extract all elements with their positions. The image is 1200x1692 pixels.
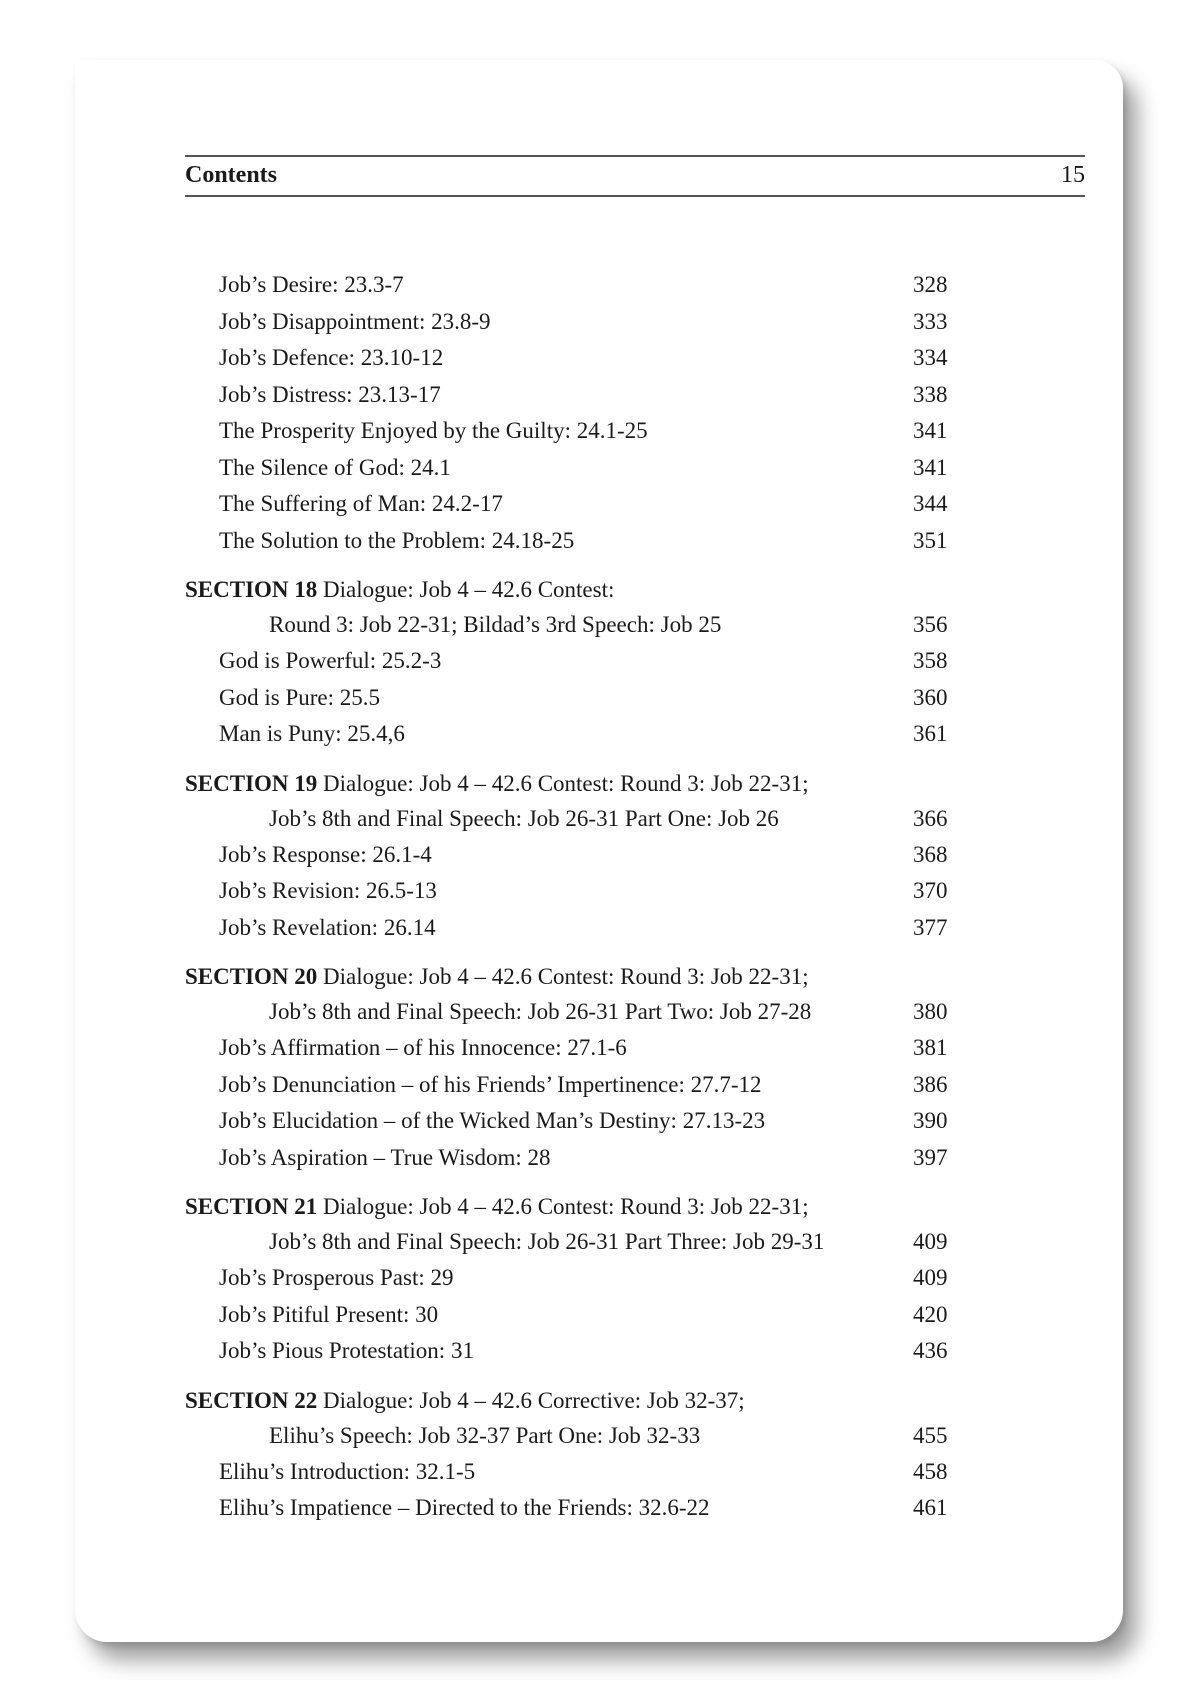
toc-entry-page: 341 [913,418,948,443]
section-heading-text: Dialogue: Job 4 – 42.6 Contest: Round 3: Job 22-31; [317,964,809,989]
section-heading-continued [185,801,1085,837]
section-page: 356 [913,612,948,637]
section-page: 366 [913,805,948,831]
section-heading-continued [185,1418,1085,1454]
toc-entry-label: Job’s Defence: 23.10-12 [219,345,444,370]
toc-entry-label: The Solution to the Problem: 24.18-25 [219,527,575,553]
toc-entry-page: 344 [913,491,948,516]
section-page: 380 [913,999,948,1024]
toc-entry [185,910,1085,947]
toc-entry-label: The Prosperity Enjoyed by the Guilty: 24.1-25 [219,418,648,443]
section-heading-text: Dialogue: Job 4 – 42.6 Corrective: Job 32-37; [317,1387,745,1413]
toc-entry [185,1140,1085,1177]
section-number: SECTION 20 [185,964,318,989]
toc-entry [185,716,1085,753]
toc-entry-page: 361 [913,721,948,746]
table-of-contents [185,267,1085,1527]
section-heading-text-2: Elihu’s Speech: Job 32-37 Part One: Job 32-33 [269,1422,701,1448]
toc-entry [185,450,1085,487]
toc-entry-label: Elihu’s Impatience – Directed to the Friends: 32.6-22 [219,1495,710,1520]
section-heading [185,572,1085,607]
section-number: SECTION 21 [185,1194,318,1219]
toc-entry [185,1103,1085,1140]
toc-entry-page: 368 [913,841,948,867]
section-heading-text: Dialogue: Job 4 – 42.6 Contest: Round 3: Job 22-31; [317,1194,809,1219]
toc-entry-page: 381 [913,1035,948,1060]
toc-entry-label: Job’s Pious Protestation: 31 [219,1338,474,1363]
toc-entry [185,1030,1085,1067]
toc-entry-page: 358 [913,648,948,673]
toc-entry-label: Man is Puny: 25.4,6 [219,721,405,746]
toc-entry [185,523,1085,560]
section-heading-continued [185,607,1085,643]
toc-entry-page: 370 [913,878,948,903]
toc-entry-label: Job’s Elucidation – of the Wicked Man’s Destiny: 27.13-23 [219,1108,766,1133]
toc-entry [185,1297,1085,1334]
section-heading-continued [185,994,1085,1030]
toc-entry-page: 420 [913,1301,948,1327]
toc-entry [185,1260,1085,1297]
toc-section [185,766,1085,947]
section-heading [185,959,1085,994]
toc-entry-label: God is Pure: 25.5 [219,684,380,710]
toc-entry-label: Job’s Denunciation – of his Friends’ Impertinence: 27.7-12 [219,1071,762,1097]
toc-entry-page: 377 [913,914,948,940]
toc-entry-label: Job’s Distress: 23.13-17 [219,381,441,407]
toc-entry [185,304,1085,341]
toc-entry-page: 338 [913,381,948,407]
section-heading [185,766,1085,801]
toc-entry-page: 461 [913,1495,948,1520]
toc-entry-label: Job’s Aspiration – True Wisdom: 28 [219,1144,551,1170]
toc-entry [185,340,1085,377]
toc-entry-page: 436 [913,1338,948,1363]
toc-entry [185,873,1085,910]
toc-entry-label: Job’s Affirmation – of his Innocence: 27.1-6 [219,1035,627,1060]
toc-entry [185,680,1085,717]
toc-entry-page: 341 [913,454,948,480]
toc-entry-label: Job’s Desire: 23.3-7 [219,272,404,297]
toc-section [185,572,1085,753]
section-heading [185,1189,1085,1224]
toc-entry-page: 328 [913,272,948,297]
toc-entry-label: Elihu’s Introduction: 32.1-5 [219,1458,476,1484]
running-head-title: Contents [185,162,278,188]
section-heading-text-2: Job’s 8th and Final Speech: Job 26-31 Part One: Job 26 [269,805,779,831]
toc-entry-label: Job’s Pitiful Present: 30 [219,1301,439,1327]
toc-entry-label: God is Powerful: 25.2-3 [219,648,442,673]
toc-entry-label: Job’s Revision: 26.5-13 [219,878,437,903]
toc-entry-page: 458 [913,1458,948,1484]
toc-entry-label: Job’s Disappointment: 23.8-9 [219,308,491,334]
section-page: 409 [913,1229,948,1254]
section-number: SECTION 22 [185,1387,318,1413]
toc-entry-label: The Suffering of Man: 24.2-17 [219,491,503,516]
toc-entry [185,486,1085,523]
toc-entry-label: Job’s Response: 26.1-4 [219,841,432,867]
section-heading-text: Dialogue: Job 4 – 42.6 Contest: Round 3: Job 22-31; [317,770,809,796]
section-heading-text: Dialogue: Job 4 – 42.6 Contest: [317,577,615,602]
toc-entry-page: 409 [913,1265,948,1290]
toc-section [185,1383,1085,1527]
toc-entry-page: 390 [913,1108,948,1133]
toc-entry [185,837,1085,874]
running-head [185,155,1085,197]
toc-entry [185,413,1085,450]
toc-entry [185,267,1085,304]
toc-entry-label: Job’s Prosperous Past: 29 [219,1265,454,1290]
toc-entry-page: 334 [913,345,948,370]
toc-entry [185,643,1085,680]
toc-entry-label: Job’s Revelation: 26.14 [219,914,436,940]
toc-entry [185,1333,1085,1370]
section-heading-text-2: Job’s 8th and Final Speech: Job 26-31 Part Two: Job 27-28 [269,999,812,1024]
section-heading-continued [185,1224,1085,1260]
toc-section [185,959,1085,1176]
toc-entry-page: 397 [913,1144,948,1170]
toc-entry-page: 333 [913,308,948,334]
section-number: SECTION 18 [185,577,318,602]
toc-entry [185,1067,1085,1104]
page-content [185,155,1085,1527]
toc-entry-page: 351 [913,527,948,553]
page-number: 15 [1061,162,1085,188]
section-number: SECTION 19 [185,770,318,796]
toc-entry-page: 360 [913,684,948,710]
section-heading [185,1383,1085,1418]
toc-entry [185,1454,1085,1491]
section-heading-text-2: Job’s 8th and Final Speech: Job 26-31 Part Three: Job 29-31 [269,1229,825,1254]
toc-entry-label: The Silence of God: 24.1 [219,454,451,480]
section-page: 455 [913,1422,948,1448]
toc-entry [185,377,1085,414]
toc-section [185,1189,1085,1370]
toc-entry-page: 386 [913,1071,948,1097]
toc-entry [185,1490,1085,1527]
section-heading-text-2: Round 3: Job 22-31; Bildad’s 3rd Speech: Job 25 [269,612,722,637]
